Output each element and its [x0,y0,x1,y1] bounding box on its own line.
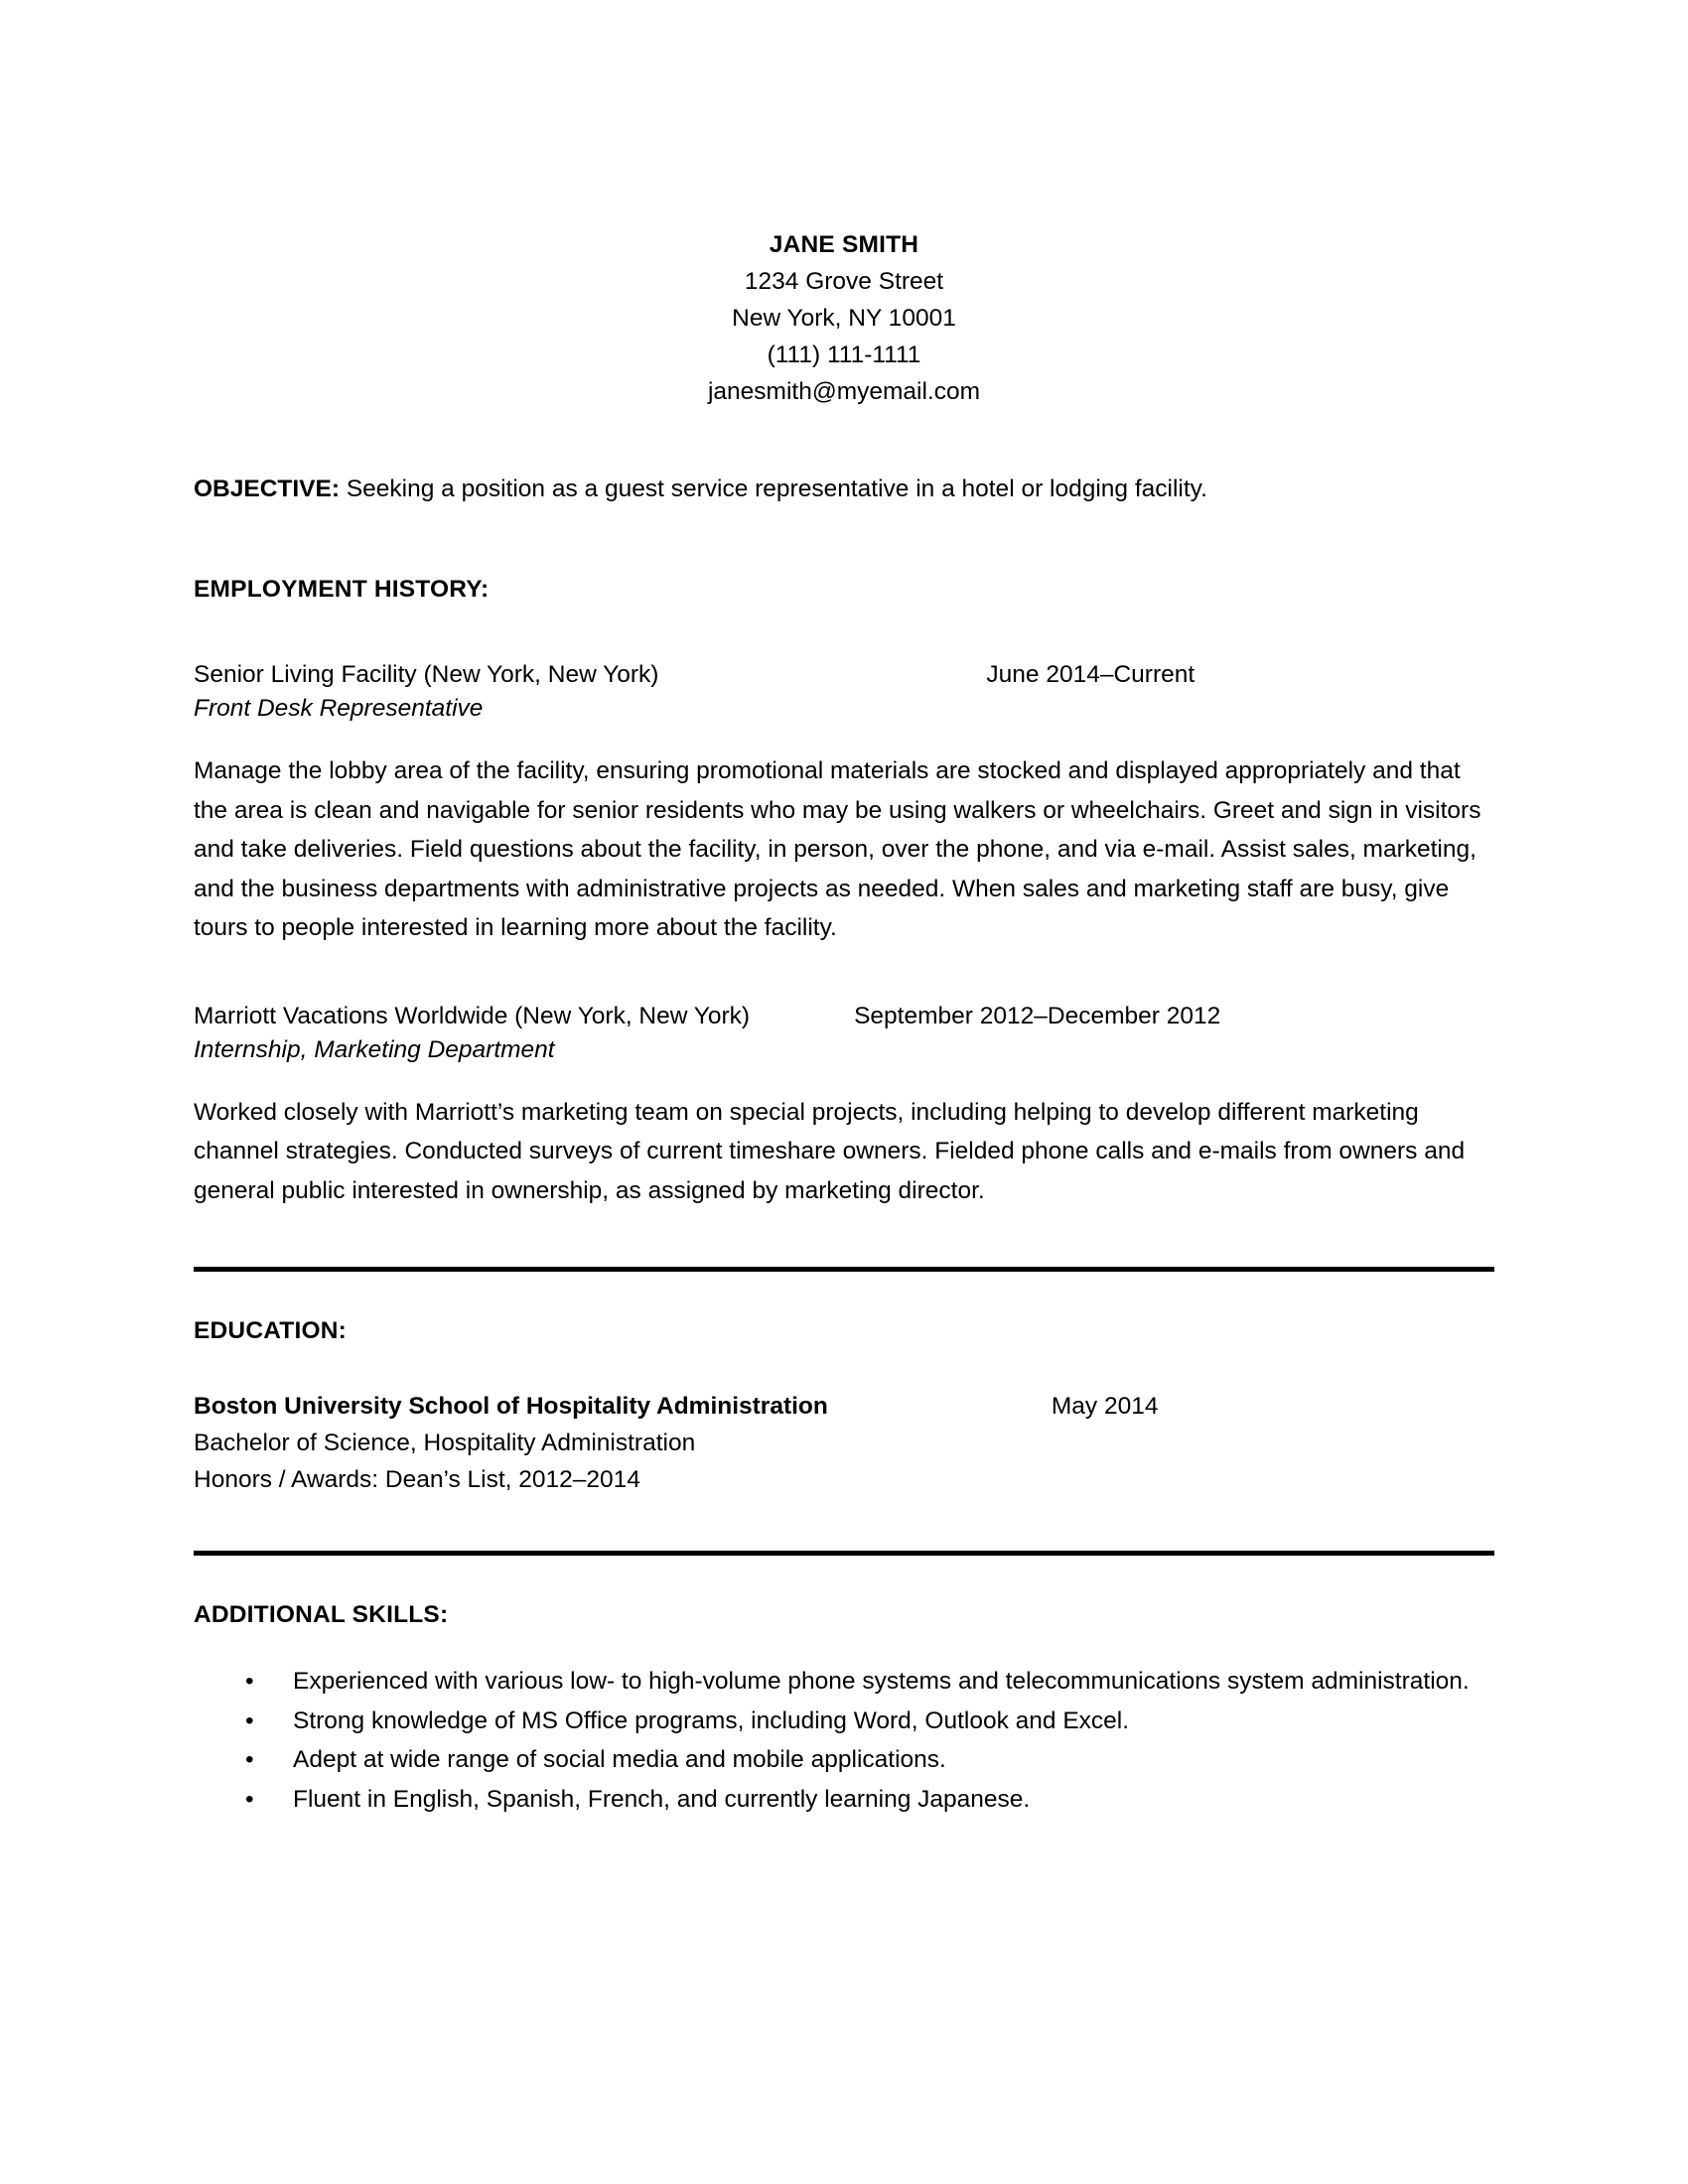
candidate-name: JANE SMITH [769,231,919,258]
job-description: Manage the lobby area of the facility, ensuring promotional materials are stocked and displayed appropriately and that the area is clean and navigable for senior residents who may be using walkers or wheelchairs. Greet and sign in visitors and take deliveries. Field questions about the facility, in person, over the phone, and via e-mail. Assist sales, marketing, and the business departments with administrative projects as needed. When sales and marketing staff are busy, give tours to people interested in learning more about the facility. [194,757,1481,941]
contact-phone: (111) 111-1111 [767,341,921,368]
job-header-row [194,658,1494,692]
bullet-icon: • [245,1668,254,1695]
employment-history-heading: EMPLOYMENT HISTORY: [194,576,490,603]
contact-street: 1234 Grove Street [744,268,944,295]
objective-section [194,473,1494,506]
section-divider-education [194,1267,1494,1272]
bullet-icon: • [245,1706,254,1734]
bullet-icon: • [245,1785,254,1813]
skill-text: Strong knowledge of MS Office programs, including Word, Outlook and Excel. [293,1706,1130,1734]
objective-text: Seeking a position as a guest service representative in a hotel or lodging facility. [340,476,1207,502]
list-item [194,1662,1494,1702]
education-date: May 2014 [1051,1393,1159,1420]
additional-skills-heading: ADDITIONAL SKILLS: [194,1601,449,1628]
job-title: Internship, Marketing Department [194,1035,555,1063]
resume-content [194,0,1494,1819]
job-title: Front Desk Representative [194,695,484,722]
job-entry-marriott [194,1000,1494,1211]
skills-list [194,1662,1494,1819]
list-item [194,1740,1494,1780]
job-employer: Marriott Vacations Worldwide (New York, New York) [194,1002,751,1029]
section-divider-skills [194,1551,1494,1556]
contact-city-state-zip: New York, NY 10001 [732,305,956,332]
education-school: Boston University School of Hospitality Administration [194,1393,828,1420]
objective-label: OBJECTIVE: [194,476,341,502]
skill-text: Fluent in English, Spanish, French, and currently learning Japanese. [293,1785,1031,1813]
job-dates: June 2014–Current [986,661,1196,688]
skill-text: Experienced with various low- to high-volume phone systems and telecommunications system administration. [293,1668,1470,1695]
list-item [194,1702,1494,1741]
list-item [194,1780,1494,1820]
skill-text: Adept at wide range of social media and mobile applications. [293,1746,946,1773]
job-employer: Senior Living Facility (New York, New York) [194,661,659,688]
job-entry-senior-living [194,658,1494,948]
education-heading: EDUCATION: [194,1317,347,1344]
education-honors: Honors / Awards: Dean’s List, 2012–2014 [194,1466,640,1493]
job-description: Worked closely with Marriott’s marketing team on special projects, including helping to develop different marketing channel strategies. Conducted surveys of current timeshare owners. Fielded phone calls and e-mails from owners and general public interested in ownership, as assigned by marketing director. [194,1098,1466,1204]
contact-header [194,0,1494,410]
job-dates: September 2012–December 2012 [854,1002,1221,1029]
contact-email: janesmith@myemail.com [707,378,981,405]
bullet-icon: • [245,1746,254,1773]
education-degree: Bachelor of Science, Hospitality Administration [194,1430,696,1456]
education-header-row [194,1388,1494,1425]
education-entry [194,1388,1494,1498]
job-header-row [194,1000,1494,1033]
